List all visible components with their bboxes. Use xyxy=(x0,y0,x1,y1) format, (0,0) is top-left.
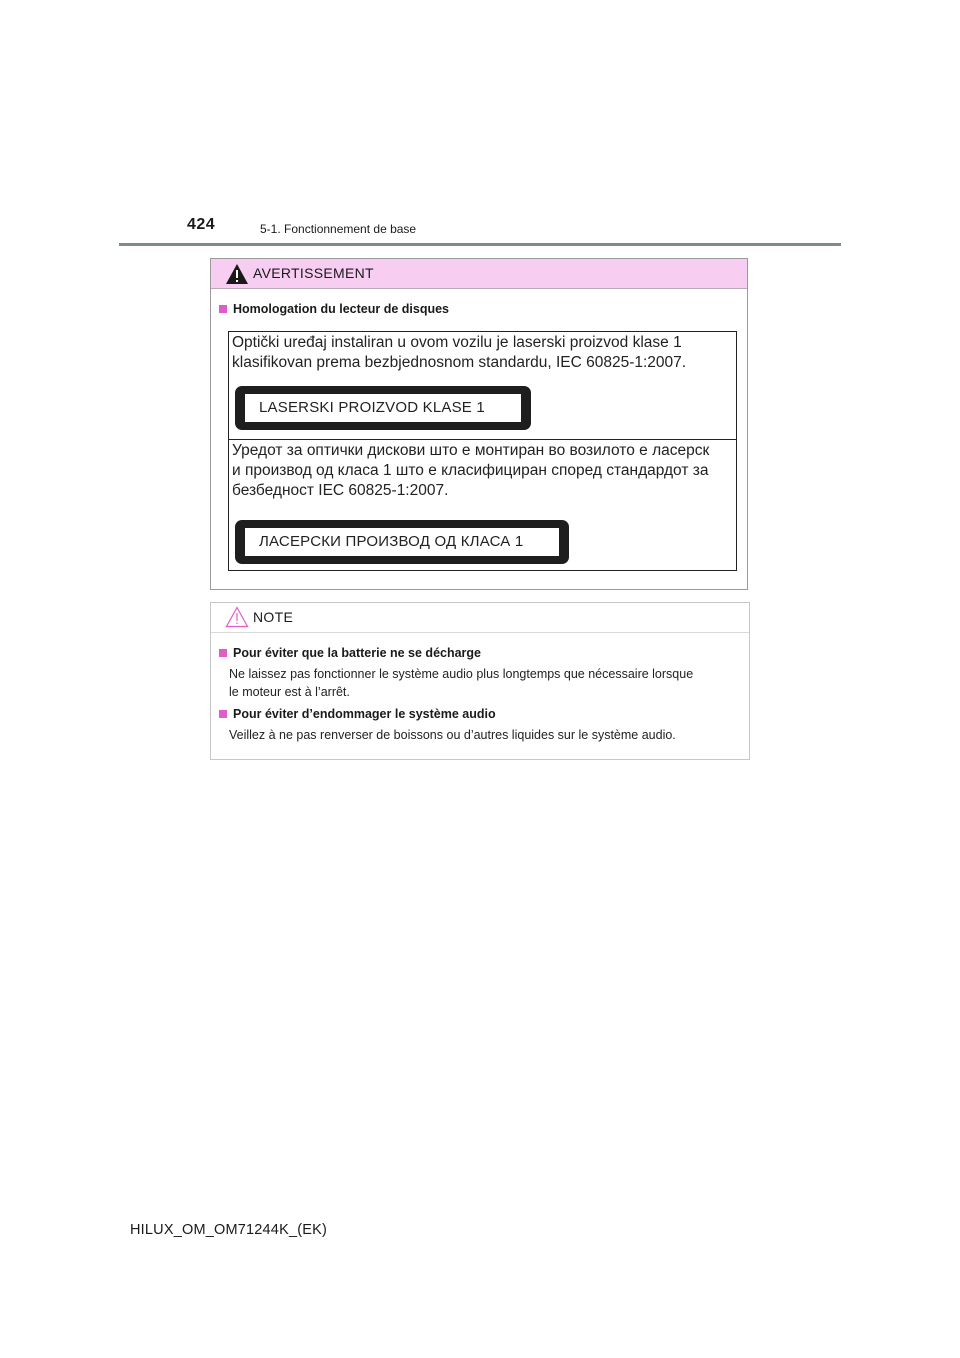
caution-triangle-icon xyxy=(225,606,249,628)
warning-header xyxy=(211,259,747,289)
warning-title: AVERTISSEMENT xyxy=(253,265,374,281)
bullet-square-icon xyxy=(219,305,227,313)
serbian-plate-text: LASERSKI PROIZVOD KLASE 1 xyxy=(245,394,521,422)
header-rule xyxy=(119,243,841,246)
bullet-square-icon xyxy=(219,649,227,657)
note-item-1-line1: Ne laissez pas fonctionner le système audio plus longtemps que nécessaire lorsque xyxy=(229,667,694,681)
macedonian-text-line1: Уредот за оптички дискови што е монтиран во возилото е ласерск xyxy=(232,442,710,459)
note-item-1-line2: le moteur est à l’arrêt. xyxy=(229,685,350,699)
serbian-text-line2: klasifikovan prema bezbjednosnom standardu, IEC 60825-1:2007. xyxy=(232,354,687,371)
footer-document-code: HILUX_OM_OM71244K_(EK) xyxy=(130,1222,328,1238)
warning-triangle-icon xyxy=(225,263,249,285)
page-number: 424 xyxy=(187,216,216,233)
note-item-2-heading xyxy=(219,707,496,721)
macedonian-text-line3: безбедност IEC 60825-1:2007. xyxy=(232,482,449,499)
macedonian-laser-plate xyxy=(235,520,569,564)
note-item-1-heading-text: Pour éviter que la batterie ne se décharge xyxy=(233,646,482,660)
note-header xyxy=(211,603,749,633)
section-title: 5-1. Fonctionnement de base xyxy=(260,222,417,236)
warning-item-heading-text: Homologation du lecteur de disques xyxy=(233,302,449,316)
serbian-laser-plate xyxy=(235,386,531,430)
serbian-text-line1: Optički uređaj instaliran u ovom vozilu je laserski proizvod klase 1 xyxy=(232,334,682,351)
panel-divider xyxy=(229,439,736,440)
note-box xyxy=(210,602,750,760)
macedonian-plate-text: ЛАСЕРСКИ ПРОИЗВОД ОД КЛАСА 1 xyxy=(245,528,559,556)
bullet-square-icon xyxy=(219,710,227,718)
note-item-2-line1: Veillez à ne pas renverser de boissons ou d’autres liquides sur le système audio. xyxy=(229,728,676,742)
warning-item-heading xyxy=(219,302,449,316)
note-title: NOTE xyxy=(253,609,294,625)
note-item-1-heading xyxy=(219,646,481,660)
macedonian-text-line2: и производ од класа 1 што е класифициран според стандардот за xyxy=(232,462,709,479)
warning-box xyxy=(210,258,748,590)
note-item-2-heading-text: Pour éviter d’endommager le système audio xyxy=(233,707,496,721)
laser-label-panel xyxy=(228,331,737,571)
